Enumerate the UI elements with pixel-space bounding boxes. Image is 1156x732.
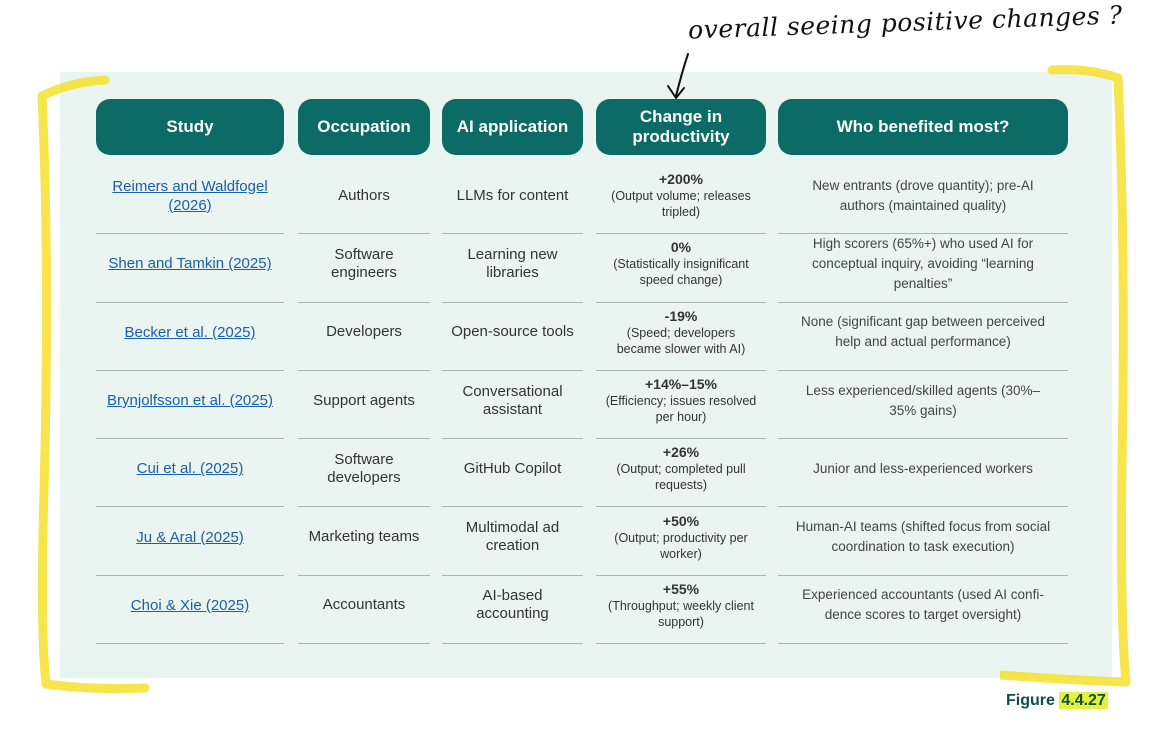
occupation-text: Support agents xyxy=(313,391,415,409)
occupation-text: Developers xyxy=(326,323,402,341)
benefit-text: help and actual performance) xyxy=(835,334,1011,350)
ai-application-text: accounting xyxy=(476,605,549,623)
study-citation-line: Becker et al. (2025) xyxy=(124,323,256,341)
benefit-text: conceptual inquiry, avoiding “learning xyxy=(812,255,1034,271)
table-row-benefit-cell xyxy=(778,170,1068,234)
table-row-change-cell xyxy=(596,238,766,302)
productivity-change-value: +55% xyxy=(662,580,700,597)
benefit-text: authors (maintained quality) xyxy=(839,197,1007,213)
table-row-study-cell xyxy=(96,307,284,371)
table-row-study-cell xyxy=(96,238,284,302)
study-citation-line: Brynjolfsson et al. (2025) xyxy=(107,392,273,410)
productivity-change-detail: requests) xyxy=(654,478,708,493)
benefit-text: coordination to task execution) xyxy=(831,539,1015,555)
table-row-ai-application-cell xyxy=(442,307,583,371)
productivity-change-value: 0% xyxy=(670,239,692,256)
table-row-occupation-cell xyxy=(298,238,430,302)
productivity-change-detail: became slower with AI) xyxy=(616,341,746,356)
study-citation-link[interactable] xyxy=(131,596,249,615)
table-row-benefit-cell xyxy=(778,235,1068,302)
productivity-change-detail: (Speed; developers xyxy=(626,325,736,340)
table-row-occupation-cell xyxy=(298,307,430,371)
handwritten-annotation: overall seeing positive changes ? xyxy=(687,0,1123,45)
study-citation-line: Cui et al. (2025) xyxy=(136,460,244,478)
table-row-benefit-cell xyxy=(778,512,1068,576)
table-row-benefit-cell xyxy=(778,307,1068,371)
productivity-change-detail: (Output; productivity per xyxy=(614,530,748,545)
productivity-change-detail: (Output volume; releases xyxy=(611,189,751,204)
table-row-change-cell xyxy=(596,375,766,439)
benefit-text: 35% gains) xyxy=(889,402,957,418)
study-citation-link[interactable] xyxy=(107,391,273,410)
benefit-text: dence scores to target oversight) xyxy=(824,607,1022,623)
productivity-change-detail: (Output; completed pull xyxy=(616,462,746,477)
table-row-study-cell xyxy=(96,443,284,507)
occupation-text: Marketing teams xyxy=(308,528,420,546)
table-row-occupation-cell xyxy=(298,170,430,234)
productivity-change-detail: (Statistically insignificant xyxy=(613,257,749,272)
ai-application-text: AI-based xyxy=(482,587,543,605)
table-row-study-cell xyxy=(96,170,284,234)
benefit-text: New entrants (drove quantity); pre-AI xyxy=(812,177,1034,193)
benefit-text: Human-AI teams (shifted focus from social xyxy=(795,519,1051,535)
ai-application-text: GitHub Copilot xyxy=(463,459,562,477)
header-study: Study xyxy=(96,99,284,155)
ai-application-text: LLMs for content xyxy=(456,186,569,204)
figure-caption xyxy=(1006,692,1108,710)
study-citation-line: (2026) xyxy=(168,196,212,214)
header-occupation: Occupation xyxy=(298,99,430,155)
benefit-text: None (significant gap between perceived xyxy=(801,314,1045,330)
table-row-change-cell xyxy=(596,307,766,371)
table-row-ai-application-cell xyxy=(442,580,583,644)
table-row-change-cell xyxy=(596,443,766,507)
occupation-text: Software xyxy=(334,450,394,468)
table-row-ai-application-cell xyxy=(442,238,583,302)
benefit-text: penalties” xyxy=(893,275,953,291)
productivity-change-detail: (Throughput; weekly client xyxy=(608,598,754,613)
productivity-change-value: -19% xyxy=(664,307,698,324)
study-citation-link[interactable] xyxy=(136,528,244,547)
header-change-in-productivity: Change in productivity xyxy=(596,99,766,155)
study-citation-line: Ju & Aral (2025) xyxy=(136,528,244,546)
table-row-ai-application-cell xyxy=(442,170,583,234)
table-row-occupation-cell xyxy=(298,443,430,507)
table-row-occupation-cell xyxy=(298,580,430,644)
study-citation-line: Choi & Xie (2025) xyxy=(130,596,250,614)
ai-application-text: Multimodal ad xyxy=(465,519,560,537)
ai-application-text: libraries xyxy=(486,263,539,281)
productivity-change-detail: tripled) xyxy=(661,205,701,220)
table-row-change-cell xyxy=(596,512,766,576)
table-row-ai-application-cell xyxy=(442,443,583,507)
occupation-text: Software xyxy=(334,245,394,263)
table-row-study-cell xyxy=(96,512,284,576)
productivity-change-detail: support) xyxy=(658,614,704,629)
table-row-benefit-cell xyxy=(778,580,1068,644)
figure-prefix: Figure xyxy=(1006,692,1055,709)
ai-application-text: Conversational xyxy=(462,382,563,400)
table-row-benefit-cell xyxy=(778,375,1068,439)
productivity-change-detail: per hour) xyxy=(655,410,707,425)
study-citation-line: Shen and Tamkin (2025) xyxy=(108,255,272,273)
productivity-change-value: +14%–15% xyxy=(644,376,717,393)
study-citation-link[interactable] xyxy=(137,459,244,478)
study-citation-line: Reimers and Waldfogel xyxy=(112,177,268,195)
table-row-ai-application-cell xyxy=(442,512,583,576)
ai-application-text: creation xyxy=(485,537,540,555)
ai-application-text: Open-source tools xyxy=(451,323,574,341)
benefit-text: Junior and less-experienced workers xyxy=(813,460,1033,476)
productivity-change-detail: speed change) xyxy=(639,273,723,288)
table-row-change-cell xyxy=(596,170,766,234)
header-ai-application: AI application xyxy=(442,99,583,155)
productivity-change-detail: (Efficiency; issues resolved xyxy=(605,394,757,409)
table-row-occupation-cell xyxy=(298,512,430,576)
handwritten-arrow-icon xyxy=(664,52,704,102)
study-citation-link[interactable] xyxy=(108,254,271,273)
study-citation-link[interactable] xyxy=(112,177,267,215)
benefit-text: Less experienced/skilled agents (30%– xyxy=(805,382,1041,398)
table-row-occupation-cell xyxy=(298,375,430,439)
benefit-text: Experienced accountants (used AI confi- xyxy=(802,587,1044,603)
figure-number: 4.4.27 xyxy=(1061,692,1106,709)
productivity-change-value: +26% xyxy=(662,444,700,461)
table-row-change-cell xyxy=(596,580,766,644)
occupation-text: engineers xyxy=(331,263,397,281)
ai-application-text: assistant xyxy=(482,400,543,418)
occupation-text: Authors xyxy=(338,186,390,204)
table-row-study-cell xyxy=(96,375,284,439)
productivity-change-value: +50% xyxy=(662,512,700,529)
table-row-ai-application-cell xyxy=(442,375,583,439)
ai-application-text: Learning new xyxy=(467,245,558,263)
header-who-benefited: Who benefited most? xyxy=(778,99,1068,155)
occupation-text: Accountants xyxy=(322,596,406,614)
occupation-text: developers xyxy=(327,468,401,486)
productivity-change-detail: worker) xyxy=(660,546,702,561)
table-row-benefit-cell xyxy=(778,443,1068,507)
benefit-text: High scorers (65%+) who used AI for xyxy=(812,235,1034,251)
study-citation-link[interactable] xyxy=(125,323,256,342)
table-row-study-cell xyxy=(96,580,284,644)
productivity-change-value: +200% xyxy=(659,171,703,188)
